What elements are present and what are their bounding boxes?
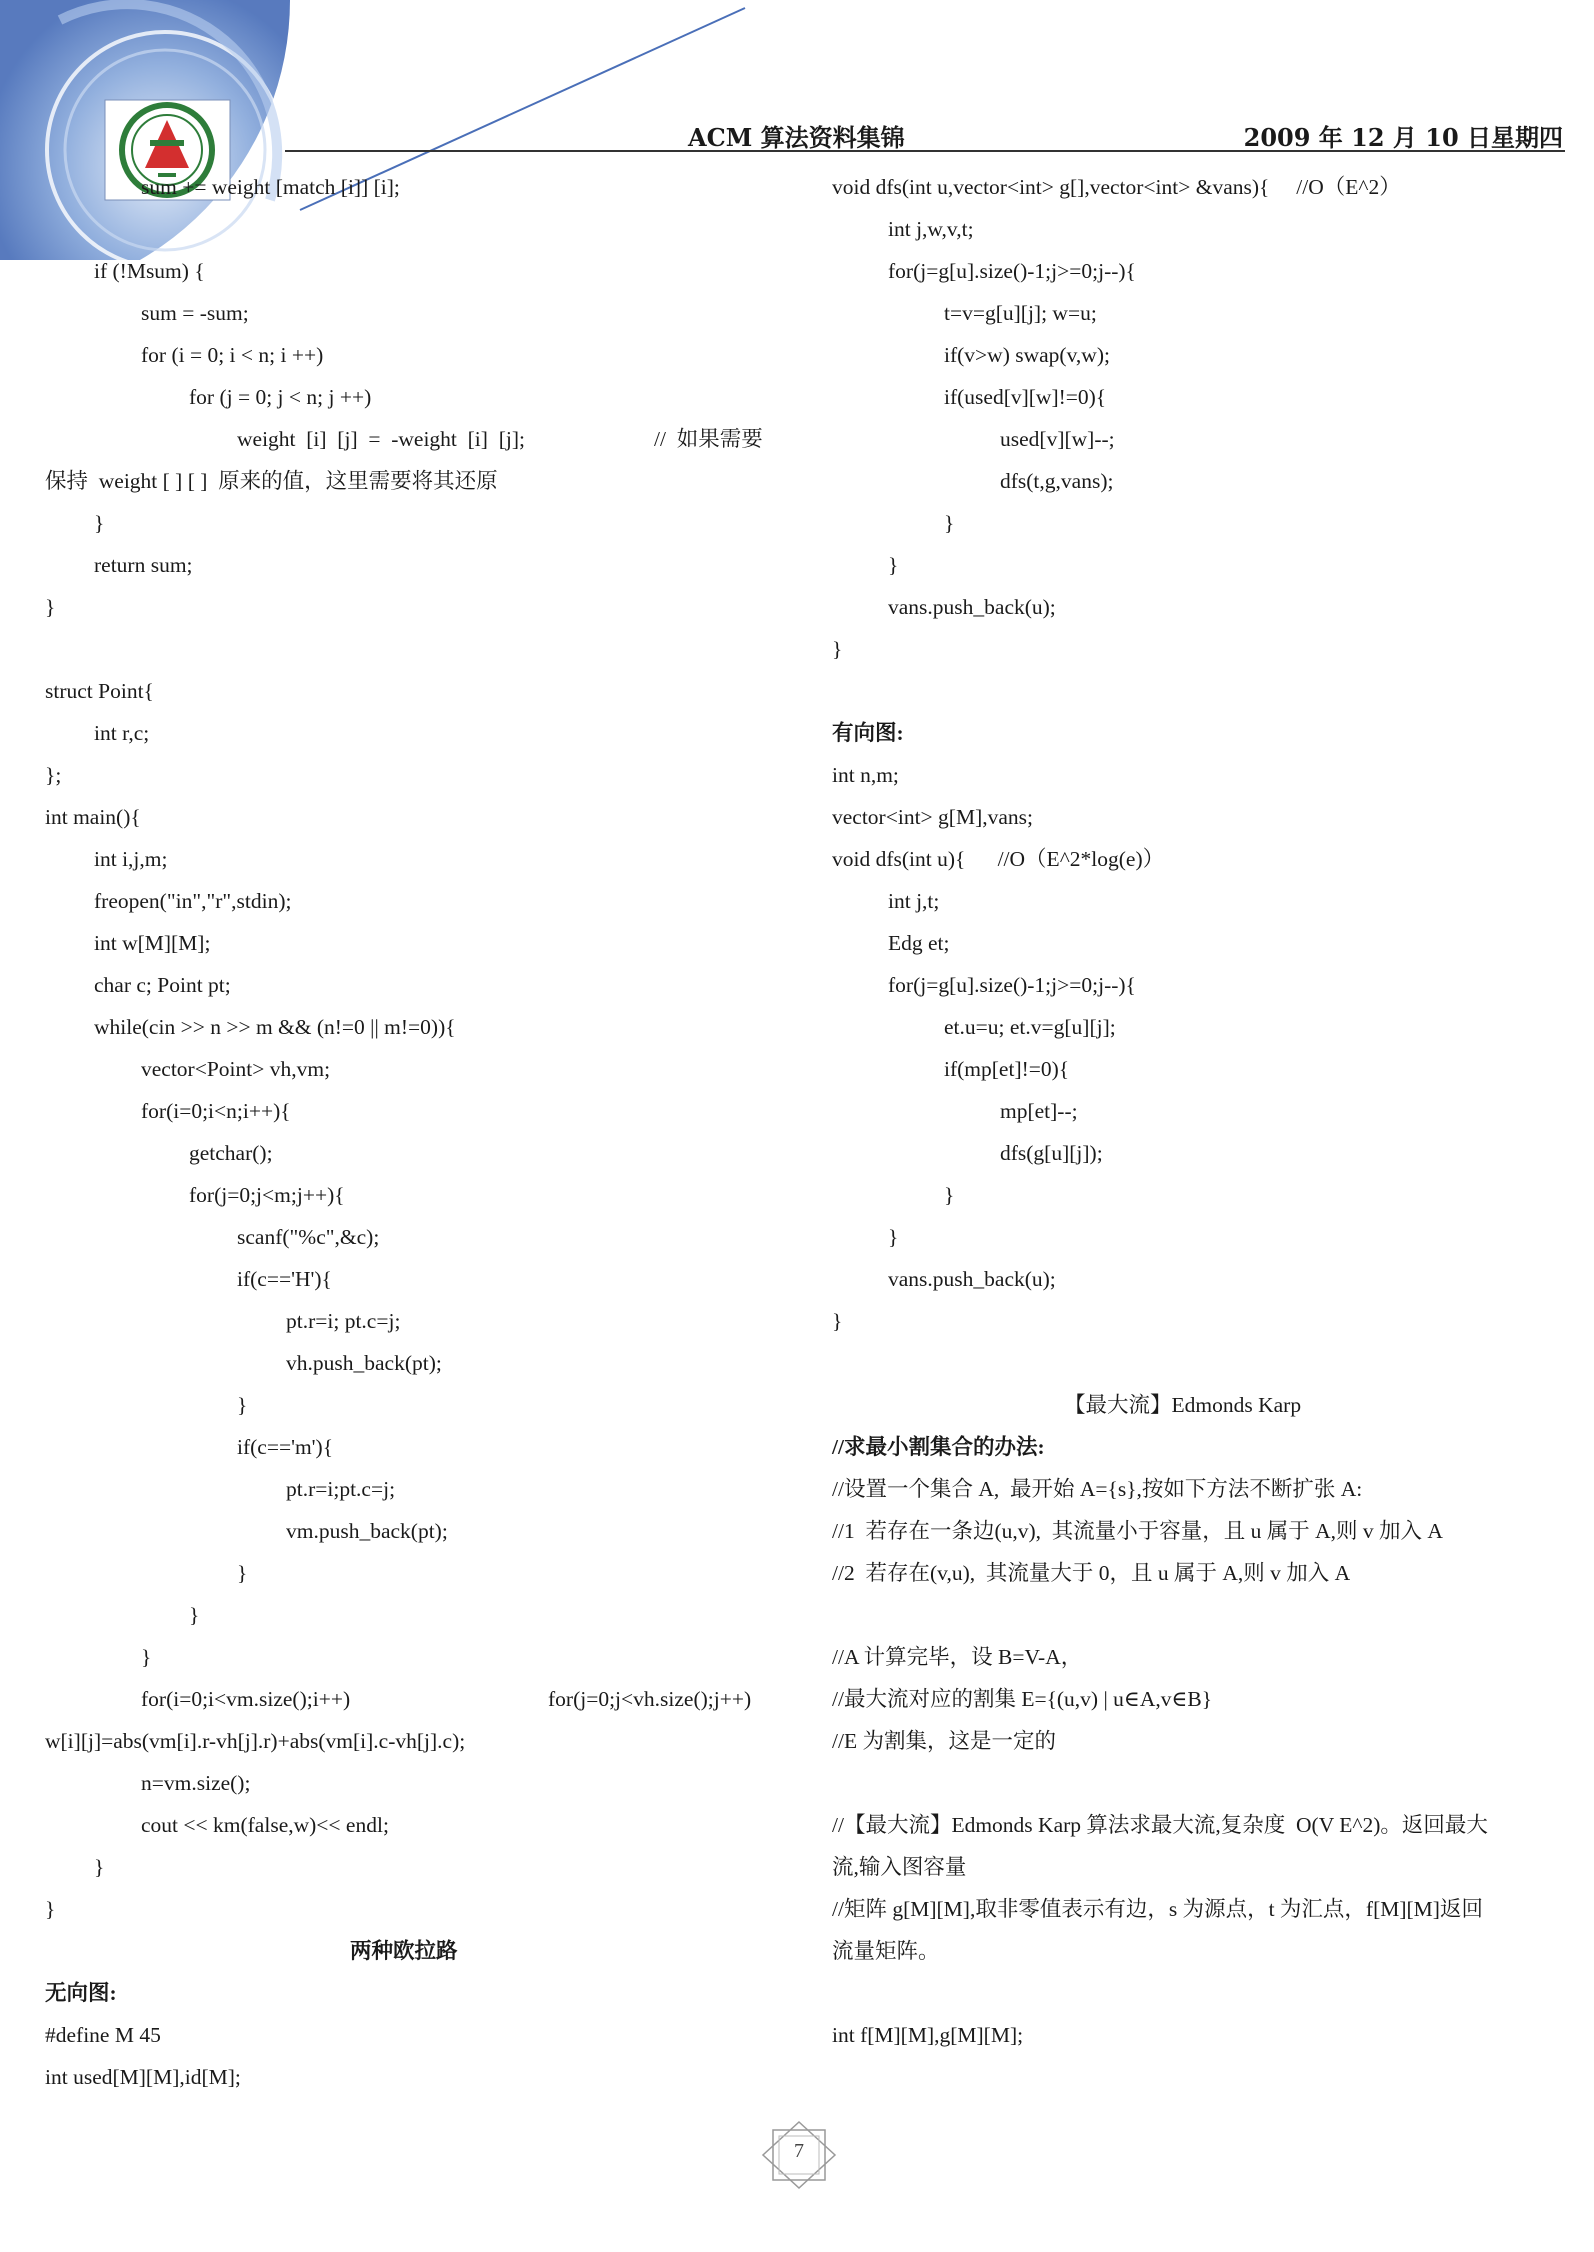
right-text-line: //E 为割集，这是一定的 xyxy=(832,1729,1056,1753)
right-text-line: } xyxy=(832,637,843,661)
right-text-line: 流量矩阵。 xyxy=(832,1939,940,1963)
right-text-line: int n,m; xyxy=(832,763,899,787)
header-rule xyxy=(285,150,1565,152)
page-number: 7 xyxy=(794,2140,804,2162)
right-text-line: if(v>w) swap(v,w); xyxy=(944,343,1110,367)
right-text-line: //【最大流】Edmonds Karp 算法求最大流,复杂度 O(V E^2)。返回最大 xyxy=(832,1813,1488,1837)
left-text-line: vector<Point> vh,vm; xyxy=(141,1057,331,1081)
right-text-line: vector<int> g[M],vans; xyxy=(832,805,1033,829)
left-text-line: int main(){ xyxy=(45,805,141,829)
right-text-line: for(j=g[u].size()-1;j>=0;j--){ xyxy=(888,973,1136,997)
right-text-line: //最大流对应的割集 E={(u,v) | u∈A,v∈B} xyxy=(832,1687,1213,1711)
right-text-line: t=v=g[u][j]; w=u; xyxy=(944,301,1097,325)
left-text-line: #define M 45 xyxy=(45,2023,161,2047)
left-text-line: vh.push_back(pt); xyxy=(286,1351,442,1375)
right-text-line: 有向图: xyxy=(832,721,904,745)
header-date: 2009 年 12 月 10 日星期四 xyxy=(1243,123,1563,152)
header-title: ACM 算法资料集锦 xyxy=(688,123,905,152)
left-text-line: 保持 weight [ ] [ ] 原来的值，这里需要将其还原 xyxy=(45,469,498,493)
left-text-line: } xyxy=(94,511,105,535)
right-text-line: //2 若存在(v,u), 其流量大于 0，且 u 属于 A,则 v 加入 A xyxy=(832,1561,1351,1585)
right-text-line: } xyxy=(944,1183,955,1207)
right-text-line: } xyxy=(888,553,899,577)
left-text-line: n=vm.size(); xyxy=(141,1771,251,1795)
left-text-line: for(i=0;i<n;i++){ xyxy=(141,1099,291,1123)
left-text-line: freopen("in","r",stdin); xyxy=(94,889,292,913)
right-text-line: for(j=g[u].size()-1;j>=0;j--){ xyxy=(888,259,1136,283)
left-text-line: } xyxy=(189,1603,200,1627)
left-text-line: }; xyxy=(45,763,62,787)
left-text-line: sum = -sum; xyxy=(141,301,249,325)
left-text-line: for(j=0;j<vh.size();j++) xyxy=(548,1687,752,1711)
left-text-line: if (!Msum) { xyxy=(94,259,205,283)
right-text-line: 【最大流】Edmonds Karp xyxy=(1064,1393,1302,1417)
left-text-line: sum += weight [match [i]] [i]; xyxy=(141,175,400,199)
left-text-line: int r,c; xyxy=(94,721,150,745)
left-text-line: vm.push_back(pt); xyxy=(286,1519,448,1543)
right-text-line: dfs(g[u][j]); xyxy=(1000,1141,1103,1165)
right-text-line: 流,输入图容量 xyxy=(832,1855,967,1879)
right-text-line: Edg et; xyxy=(888,931,950,955)
right-text-line: int j,w,v,t; xyxy=(888,217,974,241)
right-text-line: dfs(t,g,vans); xyxy=(1000,469,1114,493)
left-text-line: 两种欧拉路 xyxy=(350,1939,458,1963)
right-text-line: if(mp[et]!=0){ xyxy=(944,1057,1070,1081)
left-text-line: weight [i] [j] = -weight [i] [j]; xyxy=(237,427,525,451)
left-text-line: int i,j,m; xyxy=(94,847,168,871)
right-text-line: vans.push_back(u); xyxy=(888,595,1056,619)
right-text-line: vans.push_back(u); xyxy=(888,1267,1056,1291)
right-text-line: //1 若存在一条边(u,v), 其流量小于容量，且 u 属于 A,则 v 加入 A xyxy=(832,1519,1443,1543)
left-text-line: for (j = 0; j < n; j ++) xyxy=(189,385,372,409)
right-text-line: if(used[v][w]!=0){ xyxy=(944,385,1107,409)
right-text-line: } xyxy=(832,1309,843,1333)
left-text-line: getchar(); xyxy=(189,1141,273,1165)
left-text-line: cout << km(false,w)<< endl; xyxy=(141,1813,389,1837)
left-text-line: } xyxy=(141,1645,152,1669)
right-text-line: } xyxy=(888,1225,899,1249)
header-logo-art xyxy=(0,0,800,260)
right-text-line: //设置一个集合 A, 最开始 A={s},按如下方法不断扩张 A: xyxy=(832,1477,1363,1501)
left-text-line: scanf("%c",&c); xyxy=(237,1225,380,1249)
right-text-line: void dfs(int u){ //O（E^2*log(e)） xyxy=(832,847,1165,871)
right-text-line: int f[M][M],g[M][M]; xyxy=(832,2023,1024,2047)
left-text-line: for(i=0;i<vm.size();i++) xyxy=(141,1687,351,1711)
left-text-line: struct Point{ xyxy=(45,679,154,703)
left-text-line: } xyxy=(45,595,56,619)
left-text-line: 无向图: xyxy=(45,1981,117,2005)
right-text-line: mp[et]--; xyxy=(1000,1099,1078,1123)
left-text-line: pt.r=i;pt.c=j; xyxy=(286,1477,396,1501)
right-text-line: et.u=u; et.v=g[u][j]; xyxy=(944,1015,1116,1039)
left-text-line: pt.r=i; pt.c=j; xyxy=(286,1309,401,1333)
left-text-line: return sum; xyxy=(94,553,193,577)
left-text-line: } xyxy=(237,1393,248,1417)
left-text-line: char c; Point pt; xyxy=(94,973,231,997)
left-text-line: } xyxy=(94,1855,105,1879)
right-text-line: //矩阵 g[M][M],取非零值表示有边，s 为源点，t 为汇点，f[M][M]返回 xyxy=(832,1897,1483,1921)
left-text-line: w[i][j]=abs(vm[i].r-vh[j].r)+abs(vm[i].c-vh[j].c); xyxy=(45,1729,466,1753)
left-text-line: if(c=='m'){ xyxy=(237,1435,334,1459)
left-text-line: for(j=0;j<m;j++){ xyxy=(189,1183,345,1207)
left-text-line: while(cin >> n >> m && (n!=0 || m!=0)){ xyxy=(94,1015,456,1039)
left-text-line: for (i = 0; i < n; i ++) xyxy=(141,343,324,367)
right-text-line: int j,t; xyxy=(888,889,940,913)
left-text-line: int used[M][M],id[M]; xyxy=(45,2065,241,2089)
right-text-line: used[v][w]--; xyxy=(1000,427,1115,451)
left-text-line: int w[M][M]; xyxy=(94,931,211,955)
right-text-line: //求最小割集合的办法: xyxy=(832,1435,1045,1459)
right-text-line: //A 计算完毕，设 B=V-A， xyxy=(832,1645,1083,1669)
left-text-line: } xyxy=(237,1561,248,1585)
right-text-line: void dfs(int u,vector<int> g[],vector<int> &vans){ //O（E^2） xyxy=(832,175,1401,199)
right-text-line: } xyxy=(944,511,955,535)
left-text-line: if(c=='H'){ xyxy=(237,1267,332,1291)
left-text-line: // 如果需要 xyxy=(654,427,763,451)
left-text-line: } xyxy=(45,1897,56,1921)
